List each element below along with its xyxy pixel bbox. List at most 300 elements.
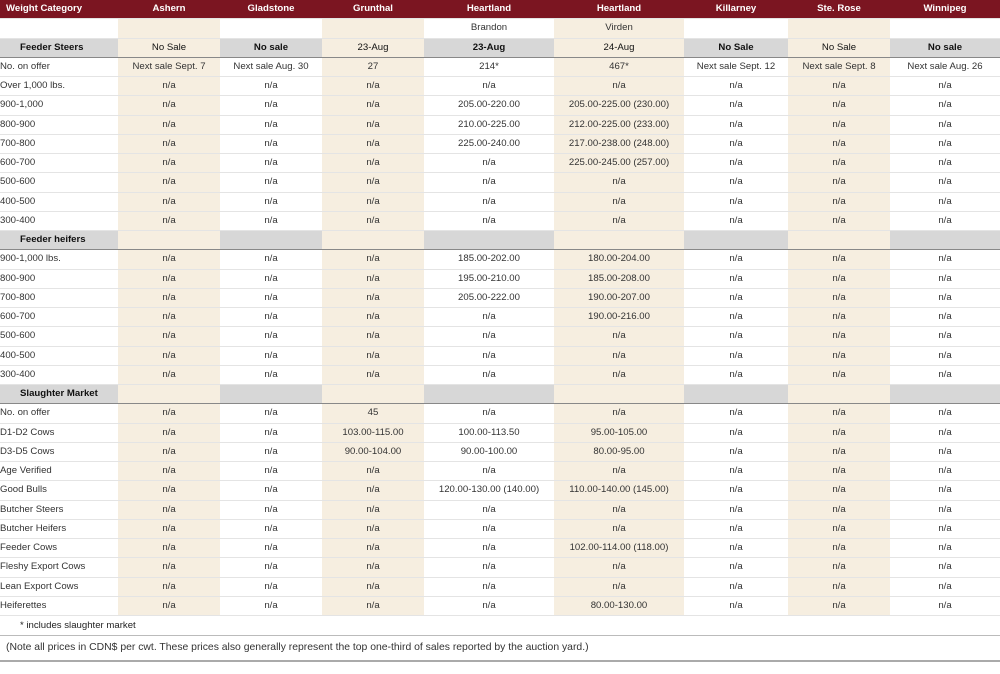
- price-cell: n/a: [118, 519, 220, 538]
- price-cell: n/a: [118, 77, 220, 96]
- price-cell: n/a: [220, 481, 322, 500]
- price-cell: n/a: [788, 115, 890, 134]
- price-cell: n/a: [322, 481, 424, 500]
- price-cell: n/a: [424, 327, 554, 346]
- price-cell: n/a: [424, 346, 554, 365]
- price-cell: n/a: [684, 346, 788, 365]
- price-cell: n/a: [424, 596, 554, 615]
- price-cell: n/a: [220, 250, 322, 269]
- table-body: [0, 19, 1000, 616]
- price-cell: n/a: [322, 462, 424, 481]
- row-label: 500-600: [0, 173, 118, 192]
- header-gladstone: Gladstone: [220, 0, 322, 19]
- section-header-cell: [322, 385, 424, 404]
- price-cell: n/a: [684, 115, 788, 134]
- price-cell: n/a: [890, 462, 1000, 481]
- price-cell: n/a: [684, 288, 788, 307]
- price-cell: n/a: [684, 481, 788, 500]
- table-row: [0, 308, 1000, 327]
- table-row: [0, 192, 1000, 211]
- price-cell: n/a: [788, 250, 890, 269]
- row-label: Age Verified: [0, 462, 118, 481]
- price-cell: n/a: [684, 500, 788, 519]
- table-row: [0, 77, 1000, 96]
- price-cell: n/a: [118, 346, 220, 365]
- price-cell: n/a: [788, 596, 890, 615]
- section-header-cell: [118, 231, 220, 250]
- row-label: 400-500: [0, 346, 118, 365]
- price-cell: n/a: [554, 577, 684, 596]
- row-label: 500-600: [0, 327, 118, 346]
- section-header-cell: [322, 231, 424, 250]
- location-row: [0, 19, 1000, 38]
- price-cell: n/a: [788, 154, 890, 173]
- price-cell: n/a: [220, 77, 322, 96]
- price-cell: n/a: [424, 404, 554, 423]
- price-cell: n/a: [788, 519, 890, 538]
- price-cell: n/a: [554, 211, 684, 230]
- table-row: [0, 577, 1000, 596]
- price-cell: n/a: [890, 115, 1000, 134]
- price-cell: 90.00-100.00: [424, 442, 554, 461]
- section-header-cell: [554, 385, 684, 404]
- price-cell: n/a: [890, 211, 1000, 230]
- location-cell: Brandon: [424, 19, 554, 38]
- price-cell: n/a: [890, 442, 1000, 461]
- section-header-cell: [788, 231, 890, 250]
- price-cell: n/a: [890, 481, 1000, 500]
- price-cell: n/a: [788, 192, 890, 211]
- price-cell: n/a: [322, 365, 424, 384]
- price-cell: n/a: [424, 154, 554, 173]
- price-cell: n/a: [322, 308, 424, 327]
- price-cell: n/a: [322, 211, 424, 230]
- table-row: [0, 269, 1000, 288]
- price-cell: n/a: [118, 134, 220, 153]
- table-row: [0, 404, 1000, 423]
- price-cell: n/a: [788, 173, 890, 192]
- price-cell: n/a: [424, 211, 554, 230]
- price-cell: n/a: [890, 346, 1000, 365]
- header-ste-rose: Ste. Rose: [788, 0, 890, 19]
- price-cell: 95.00-105.00: [554, 423, 684, 442]
- row-label: Feeder Cows: [0, 539, 118, 558]
- table-row: [0, 288, 1000, 307]
- price-cell: 27: [322, 57, 424, 76]
- table-row: [0, 462, 1000, 481]
- section-header-cell: 23-Aug: [424, 38, 554, 57]
- price-cell: n/a: [684, 134, 788, 153]
- price-cell: n/a: [684, 96, 788, 115]
- price-cell: n/a: [322, 558, 424, 577]
- section-header-cell: [554, 231, 684, 250]
- location-label: [0, 19, 118, 38]
- price-cell: n/a: [220, 500, 322, 519]
- row-label: 900-1,000: [0, 96, 118, 115]
- section-header-cell: 23-Aug: [322, 38, 424, 57]
- price-cell: 210.00-225.00: [424, 115, 554, 134]
- price-cell: n/a: [322, 327, 424, 346]
- row-label: 800-900: [0, 269, 118, 288]
- price-cell: n/a: [684, 192, 788, 211]
- row-label: 400-500: [0, 192, 118, 211]
- price-cell: n/a: [322, 500, 424, 519]
- price-cell: n/a: [788, 211, 890, 230]
- price-cell: n/a: [424, 365, 554, 384]
- table-row: [0, 558, 1000, 577]
- price-cell: n/a: [118, 404, 220, 423]
- price-cell: n/a: [118, 596, 220, 615]
- price-cell: n/a: [118, 481, 220, 500]
- price-cell: n/a: [890, 519, 1000, 538]
- price-cell: n/a: [684, 327, 788, 346]
- price-cell: n/a: [890, 558, 1000, 577]
- section-header-row: [0, 231, 1000, 250]
- table-row: [0, 57, 1000, 76]
- price-cell: n/a: [220, 192, 322, 211]
- location-cell: [890, 19, 1000, 38]
- price-cell: n/a: [118, 365, 220, 384]
- row-label: 600-700: [0, 154, 118, 173]
- header-weight-category: Weight Category: [0, 0, 118, 19]
- price-cell: n/a: [788, 269, 890, 288]
- price-cell: n/a: [684, 442, 788, 461]
- price-cell: n/a: [322, 250, 424, 269]
- price-cell: n/a: [788, 404, 890, 423]
- price-cell: n/a: [684, 404, 788, 423]
- table-row: [0, 346, 1000, 365]
- price-cell: n/a: [424, 558, 554, 577]
- footnote-row: [0, 616, 1000, 636]
- section-title: Feeder Steers: [0, 38, 118, 57]
- price-cell: Next sale Sept. 8: [788, 57, 890, 76]
- price-cell: n/a: [220, 346, 322, 365]
- price-cell: n/a: [890, 577, 1000, 596]
- header-heartland-virden: Heartland: [554, 0, 684, 19]
- price-cell: n/a: [788, 96, 890, 115]
- price-cell: n/a: [554, 192, 684, 211]
- price-cell: n/a: [220, 539, 322, 558]
- price-cell: n/a: [118, 288, 220, 307]
- price-cell: n/a: [554, 346, 684, 365]
- header-grunthal: Grunthal: [322, 0, 424, 19]
- price-cell: n/a: [118, 558, 220, 577]
- price-cell: n/a: [220, 596, 322, 615]
- price-cell: n/a: [684, 423, 788, 442]
- row-label: No. on offer: [0, 57, 118, 76]
- section-header-cell: No Sale: [684, 38, 788, 57]
- price-cell: n/a: [322, 134, 424, 153]
- price-cell: n/a: [890, 250, 1000, 269]
- table-row: [0, 519, 1000, 538]
- price-cell: n/a: [118, 96, 220, 115]
- price-cell: n/a: [788, 539, 890, 558]
- row-label: Heiferettes: [0, 596, 118, 615]
- price-cell: n/a: [890, 288, 1000, 307]
- table-row: [0, 134, 1000, 153]
- price-cell: n/a: [220, 134, 322, 153]
- table-row: [0, 173, 1000, 192]
- price-cell: n/a: [684, 462, 788, 481]
- price-cell: 205.00-220.00: [424, 96, 554, 115]
- price-cell: 205.00-225.00 (230.00): [554, 96, 684, 115]
- price-cell: 467*: [554, 57, 684, 76]
- price-cell: Next sale Aug. 30: [220, 57, 322, 76]
- price-cell: n/a: [890, 134, 1000, 153]
- price-cell: n/a: [890, 500, 1000, 519]
- price-cell: 212.00-225.00 (233.00): [554, 115, 684, 134]
- table-row: [0, 250, 1000, 269]
- price-cell: n/a: [118, 308, 220, 327]
- price-cell: n/a: [554, 462, 684, 481]
- price-note: (Note all prices in CDN$ per cwt. These prices also generally represent the top one-third of sales reported by the auction yard.): [0, 636, 1000, 662]
- price-cell: n/a: [220, 462, 322, 481]
- price-cell: n/a: [424, 462, 554, 481]
- price-cell: n/a: [684, 154, 788, 173]
- price-cell: n/a: [220, 269, 322, 288]
- location-cell: [788, 19, 890, 38]
- price-cell: n/a: [788, 442, 890, 461]
- section-header-cell: 24-Aug: [554, 38, 684, 57]
- price-cell: Next sale Sept. 12: [684, 57, 788, 76]
- table-row: [0, 327, 1000, 346]
- price-cell: n/a: [554, 365, 684, 384]
- price-cell: n/a: [684, 308, 788, 327]
- price-cell: n/a: [220, 365, 322, 384]
- price-cell: n/a: [322, 154, 424, 173]
- price-cell: n/a: [220, 519, 322, 538]
- location-cell: [118, 19, 220, 38]
- price-cell: n/a: [554, 558, 684, 577]
- location-cell: Virden: [554, 19, 684, 38]
- row-label: Over 1,000 lbs.: [0, 77, 118, 96]
- price-cell: n/a: [220, 96, 322, 115]
- row-label: 600-700: [0, 308, 118, 327]
- price-cell: 185.00-202.00: [424, 250, 554, 269]
- price-cell: n/a: [220, 288, 322, 307]
- price-cell: n/a: [684, 211, 788, 230]
- price-cell: n/a: [118, 250, 220, 269]
- price-cell: n/a: [684, 250, 788, 269]
- row-label: 300-400: [0, 211, 118, 230]
- price-cell: n/a: [788, 558, 890, 577]
- location-cell: [684, 19, 788, 38]
- price-cell: n/a: [322, 539, 424, 558]
- section-header-cell: No sale: [220, 38, 322, 57]
- price-cell: Next sale Sept. 7: [118, 57, 220, 76]
- section-header-cell: [220, 231, 322, 250]
- price-cell: n/a: [788, 423, 890, 442]
- header-row: [0, 0, 1000, 19]
- price-cell: n/a: [322, 269, 424, 288]
- section-header-cell: [890, 231, 1000, 250]
- price-cell: n/a: [220, 211, 322, 230]
- price-cell: n/a: [424, 500, 554, 519]
- price-cell: n/a: [322, 173, 424, 192]
- price-cell: n/a: [322, 192, 424, 211]
- price-cell: 185.00-208.00: [554, 269, 684, 288]
- price-cell: n/a: [322, 596, 424, 615]
- price-cell: n/a: [424, 308, 554, 327]
- price-cell: n/a: [788, 134, 890, 153]
- price-cell: n/a: [684, 539, 788, 558]
- price-cell: n/a: [118, 462, 220, 481]
- price-cell: n/a: [788, 577, 890, 596]
- price-cell: Next sale Aug. 26: [890, 57, 1000, 76]
- price-cell: n/a: [220, 577, 322, 596]
- price-cell: n/a: [684, 365, 788, 384]
- price-cell: 195.00-210.00: [424, 269, 554, 288]
- section-title: Feeder heifers: [0, 231, 118, 250]
- price-cell: 45: [322, 404, 424, 423]
- price-cell: n/a: [322, 577, 424, 596]
- price-cell: n/a: [220, 115, 322, 134]
- row-label: D3-D5 Cows: [0, 442, 118, 461]
- price-cell: 205.00-222.00: [424, 288, 554, 307]
- price-cell: n/a: [788, 500, 890, 519]
- table-row: [0, 96, 1000, 115]
- section-header-row: [0, 385, 1000, 404]
- price-cell: n/a: [118, 442, 220, 461]
- price-cell: n/a: [890, 404, 1000, 423]
- header-winnipeg: Winnipeg: [890, 0, 1000, 19]
- price-cell: 214*: [424, 57, 554, 76]
- price-cell: n/a: [118, 173, 220, 192]
- price-cell: 190.00-216.00: [554, 308, 684, 327]
- price-cell: n/a: [684, 77, 788, 96]
- price-cell: n/a: [890, 154, 1000, 173]
- price-cell: n/a: [684, 269, 788, 288]
- price-cell: n/a: [322, 115, 424, 134]
- price-cell: 190.00-207.00: [554, 288, 684, 307]
- price-cell: n/a: [424, 77, 554, 96]
- price-cell: n/a: [322, 288, 424, 307]
- price-cell: n/a: [890, 173, 1000, 192]
- row-label: Good Bulls: [0, 481, 118, 500]
- price-cell: n/a: [890, 77, 1000, 96]
- location-cell: [220, 19, 322, 38]
- price-cell: 120.00-130.00 (140.00): [424, 481, 554, 500]
- section-title: Slaughter Market: [0, 385, 118, 404]
- price-cell: 225.00-240.00: [424, 134, 554, 153]
- price-cell: n/a: [118, 500, 220, 519]
- price-cell: n/a: [118, 423, 220, 442]
- row-label: 700-800: [0, 288, 118, 307]
- section-header-cell: No Sale: [118, 38, 220, 57]
- price-cell: n/a: [788, 346, 890, 365]
- footnote: * includes slaughter market: [0, 616, 1000, 636]
- section-header-cell: [220, 385, 322, 404]
- price-cell: 110.00-140.00 (145.00): [554, 481, 684, 500]
- price-cell: n/a: [322, 96, 424, 115]
- price-cell: n/a: [890, 365, 1000, 384]
- header-ashern: Ashern: [118, 0, 220, 19]
- section-header-cell: [118, 385, 220, 404]
- price-cell: 90.00-104.00: [322, 442, 424, 461]
- table-row: [0, 211, 1000, 230]
- location-cell: [322, 19, 424, 38]
- price-cell: n/a: [890, 596, 1000, 615]
- price-cell: n/a: [684, 519, 788, 538]
- section-header-cell: [424, 231, 554, 250]
- price-cell: n/a: [890, 308, 1000, 327]
- header-killarney: Killarney: [684, 0, 788, 19]
- price-cell: n/a: [220, 442, 322, 461]
- table-row: [0, 500, 1000, 519]
- price-cell: n/a: [788, 288, 890, 307]
- price-cell: n/a: [424, 519, 554, 538]
- price-cell: n/a: [554, 173, 684, 192]
- price-cell: n/a: [118, 577, 220, 596]
- price-cell: n/a: [118, 539, 220, 558]
- header-heartland-brandon: Heartland: [424, 0, 554, 19]
- price-cell: n/a: [220, 327, 322, 346]
- price-cell: n/a: [424, 577, 554, 596]
- price-cell: n/a: [220, 173, 322, 192]
- section-header-row: [0, 38, 1000, 57]
- price-cell: n/a: [890, 423, 1000, 442]
- price-cell: n/a: [118, 327, 220, 346]
- row-label: Lean Export Cows: [0, 577, 118, 596]
- price-cell: n/a: [322, 77, 424, 96]
- price-cell: n/a: [424, 173, 554, 192]
- price-cell: n/a: [118, 115, 220, 134]
- section-header-cell: [684, 385, 788, 404]
- price-cell: n/a: [684, 558, 788, 577]
- table-row: [0, 442, 1000, 461]
- table-row: [0, 539, 1000, 558]
- section-header-cell: No Sale: [788, 38, 890, 57]
- price-cell: n/a: [788, 77, 890, 96]
- table-row: [0, 481, 1000, 500]
- table-row: [0, 115, 1000, 134]
- price-cell: n/a: [322, 519, 424, 538]
- price-cell: n/a: [890, 269, 1000, 288]
- price-cell: n/a: [554, 519, 684, 538]
- price-cell: n/a: [684, 577, 788, 596]
- price-cell: n/a: [788, 365, 890, 384]
- row-label: Butcher Steers: [0, 500, 118, 519]
- price-cell: n/a: [220, 404, 322, 423]
- section-header-cell: [424, 385, 554, 404]
- price-cell: n/a: [788, 327, 890, 346]
- price-cell: n/a: [684, 173, 788, 192]
- table-row: [0, 596, 1000, 615]
- price-cell: n/a: [424, 539, 554, 558]
- section-header-cell: No sale: [890, 38, 1000, 57]
- row-label: 900-1,000 lbs.: [0, 250, 118, 269]
- section-header-cell: [684, 231, 788, 250]
- price-cell: n/a: [890, 327, 1000, 346]
- price-cell: n/a: [118, 269, 220, 288]
- table-row: [0, 154, 1000, 173]
- row-label: D1-D2 Cows: [0, 423, 118, 442]
- row-label: No. on offer: [0, 404, 118, 423]
- price-cell: n/a: [890, 96, 1000, 115]
- section-header-cell: [788, 385, 890, 404]
- price-cell: n/a: [118, 211, 220, 230]
- price-cell: n/a: [554, 500, 684, 519]
- price-cell: n/a: [554, 404, 684, 423]
- price-cell: n/a: [220, 558, 322, 577]
- row-label: Fleshy Export Cows: [0, 558, 118, 577]
- row-label: 800-900: [0, 115, 118, 134]
- price-cell: n/a: [788, 462, 890, 481]
- price-cell: 80.00-95.00: [554, 442, 684, 461]
- price-cell: n/a: [118, 154, 220, 173]
- price-cell: 180.00-204.00: [554, 250, 684, 269]
- price-cell: n/a: [890, 539, 1000, 558]
